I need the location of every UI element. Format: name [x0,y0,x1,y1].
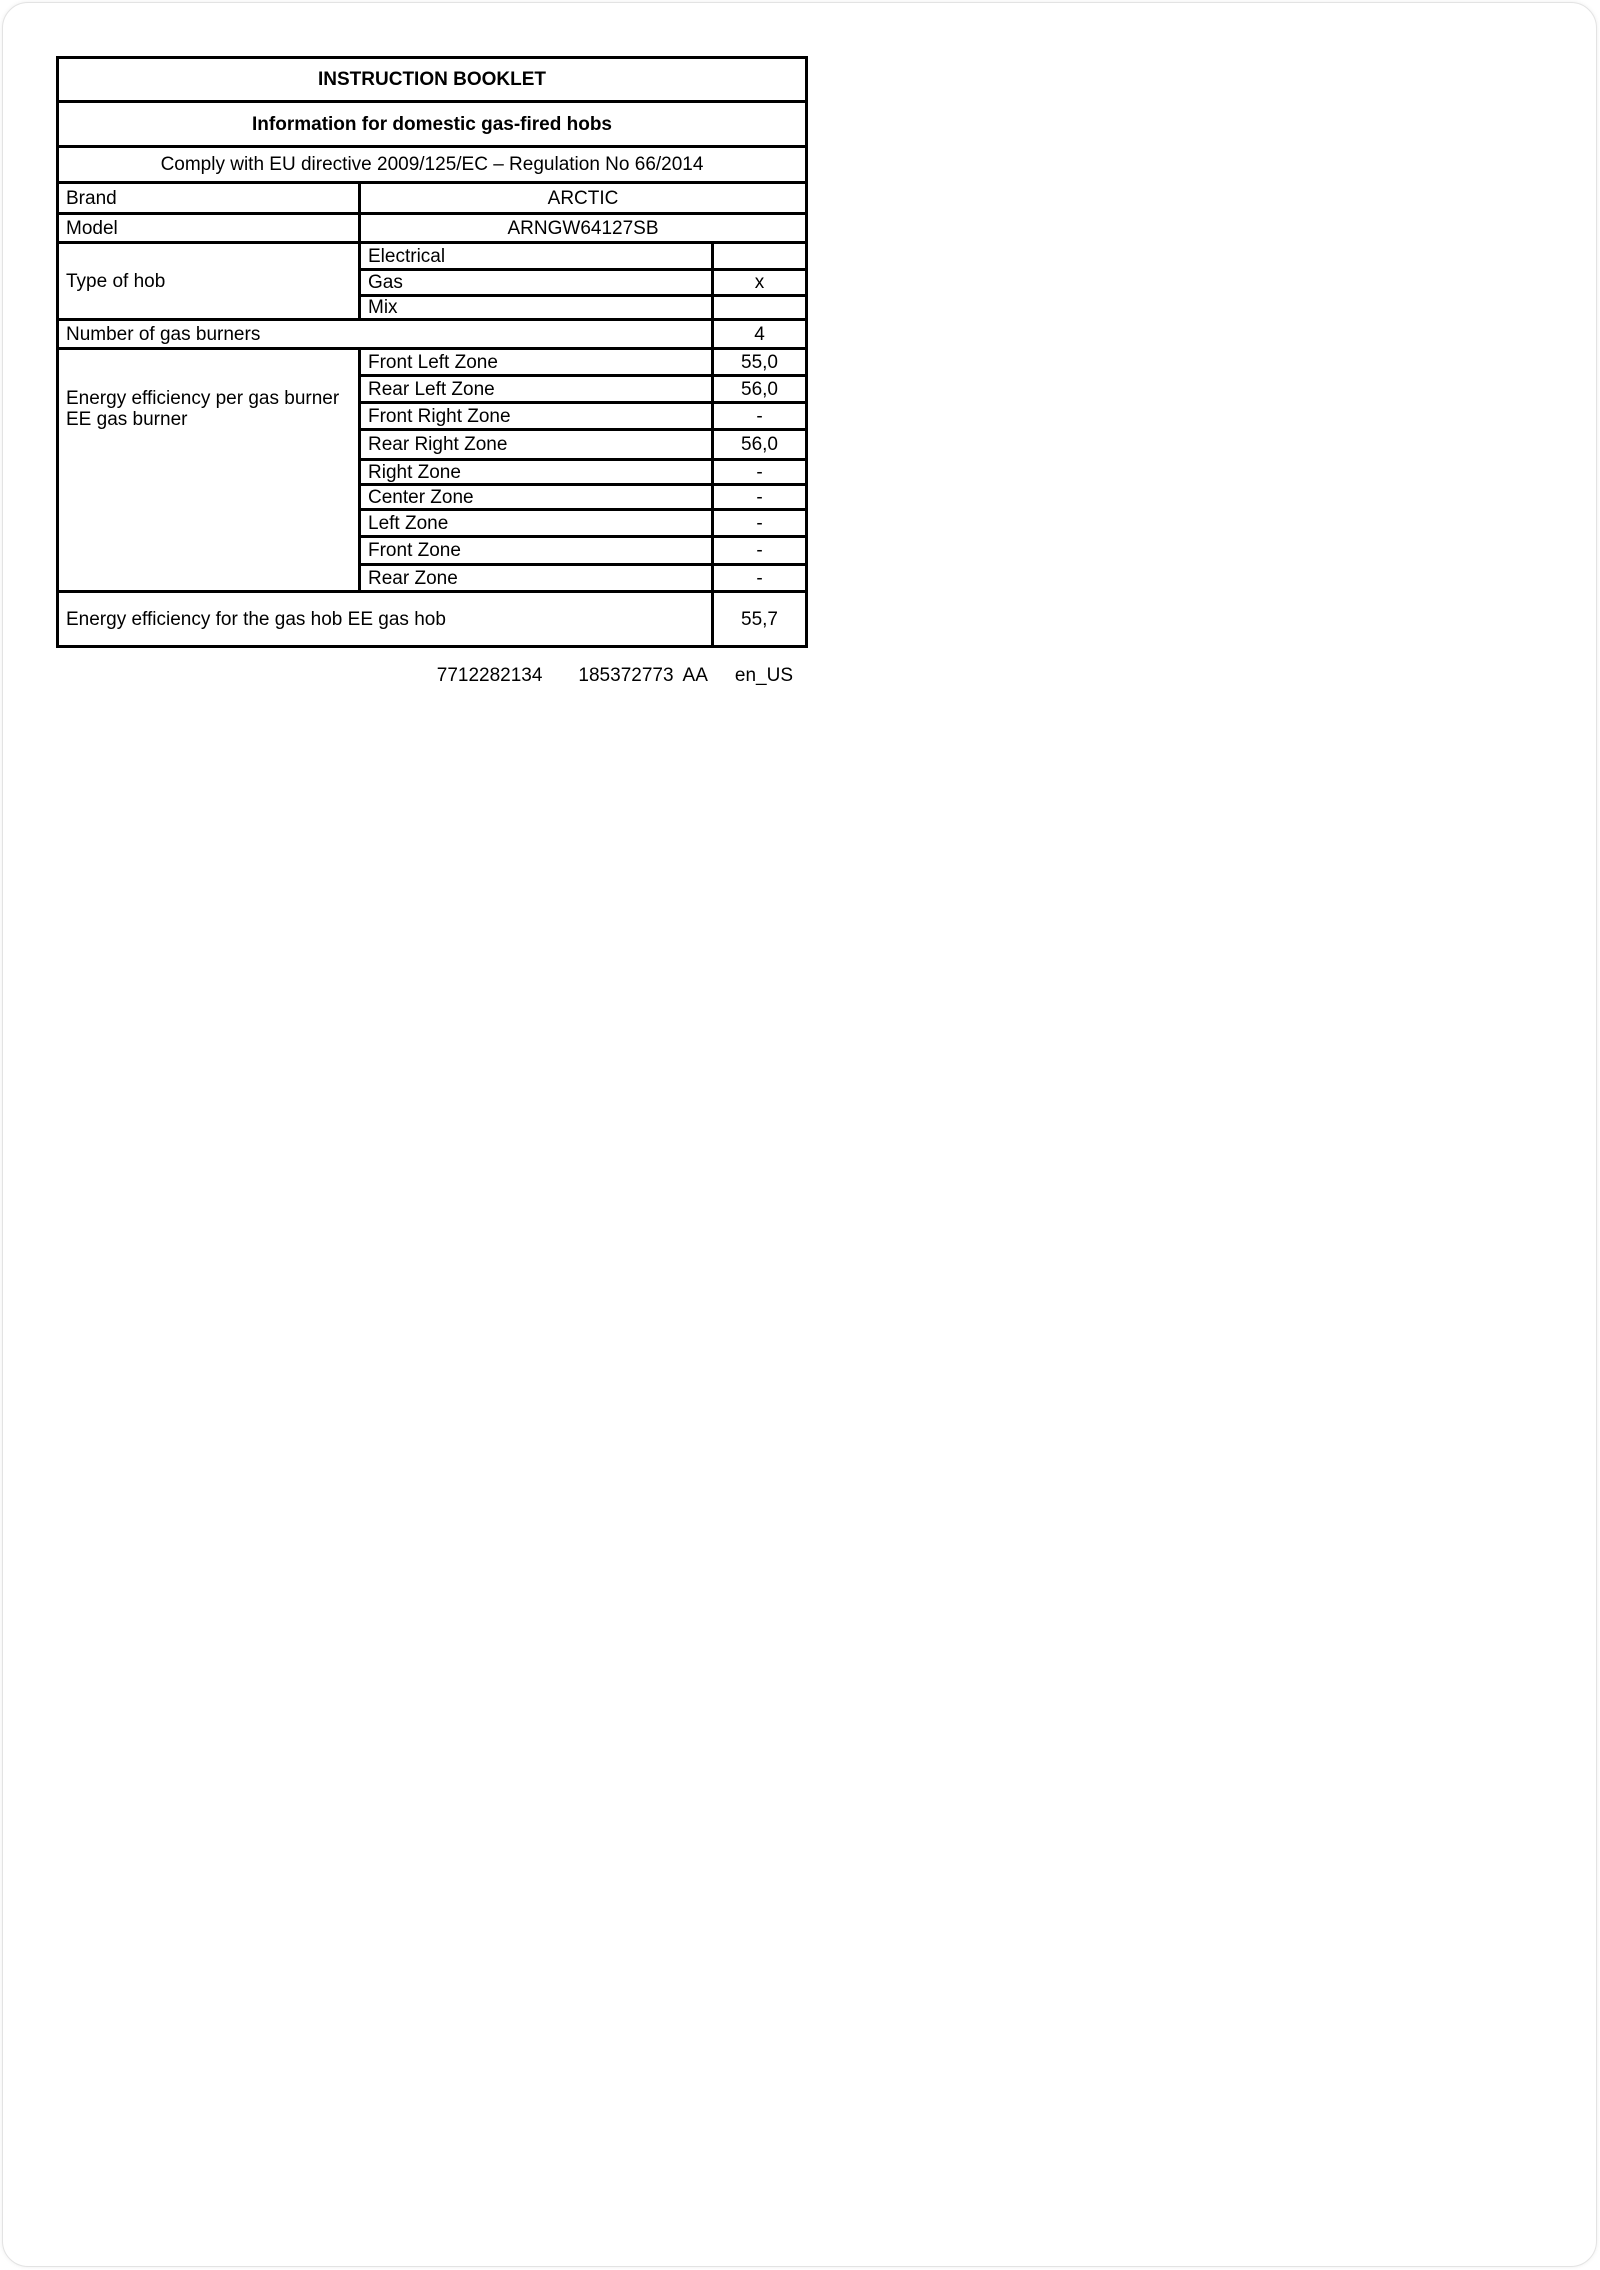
burner-count-value: 4 [713,320,807,349]
zone-name-rear-left: Rear Left Zone [360,376,713,403]
footer-locale: en_US [734,665,793,686]
zone-value-front-right: - [713,403,807,430]
model-label: Model [58,214,360,243]
document-page [2,2,1597,2267]
hob-type-label: Type of hob [58,243,360,320]
zone-value-rear: - [713,565,807,592]
table-row [58,592,807,647]
efficiency-label-line1: Energy efficiency per gas burner [66,388,340,409]
info-subtitle: Information for domestic gas-fired hobs [58,102,807,147]
zone-name-front: Front Zone [360,537,713,565]
table-row [58,147,807,183]
spec-table [56,56,808,648]
hob-type-option-electrical: Electrical [360,243,713,270]
table-row [58,320,807,349]
zone-name-right: Right Zone [360,460,713,485]
footer-code-1: 7712282134 [436,665,543,686]
hob-type-option-gas: Gas [360,270,713,296]
hob-type-option-mix: Mix [360,296,713,320]
zone-value-right: - [713,460,807,485]
efficiency-per-burner-label [58,349,360,592]
efficiency-label-line2: EE gas burner [66,409,188,430]
brand-label: Brand [58,183,360,214]
model-value: ARNGW64127SB [360,214,807,243]
document-content [56,56,808,687]
zone-name-front-left: Front Left Zone [360,349,713,376]
efficiency-total-value: 55,7 [713,592,807,647]
footer-revision: AA [682,665,708,686]
burner-count-label: Number of gas burners [58,320,713,349]
zone-value-left: - [713,510,807,537]
zone-name-rear: Rear Zone [360,565,713,592]
zone-value-rear-left: 56,0 [713,376,807,403]
table-row [58,102,807,147]
table-row [58,183,807,214]
zone-value-rear-right: 56,0 [713,430,807,460]
zone-name-center: Center Zone [360,485,713,510]
hob-type-value-gas: x [713,270,807,296]
zone-value-front-left: 55,0 [713,349,807,376]
zone-value-front: - [713,537,807,565]
efficiency-total-label: Energy efficiency for the gas hob EE gas hob [58,592,713,647]
table-row [58,214,807,243]
table-row [58,58,807,102]
table-row [58,243,807,270]
zone-name-rear-right: Rear Right Zone [360,430,713,460]
document-footer [56,665,805,687]
zone-name-front-right: Front Right Zone [360,403,713,430]
compliance-note: Comply with EU directive 2009/125/EC – Regulation No 66/2014 [58,147,807,183]
booklet-title: INSTRUCTION BOOKLET [58,58,807,102]
brand-value: ARCTIC [360,183,807,214]
hob-type-value-mix [713,296,807,320]
footer-code-2: 185372773 [578,665,674,686]
zone-name-left: Left Zone [360,510,713,537]
table-row [58,349,807,376]
zone-value-center: - [713,485,807,510]
hob-type-value-electrical [713,243,807,270]
